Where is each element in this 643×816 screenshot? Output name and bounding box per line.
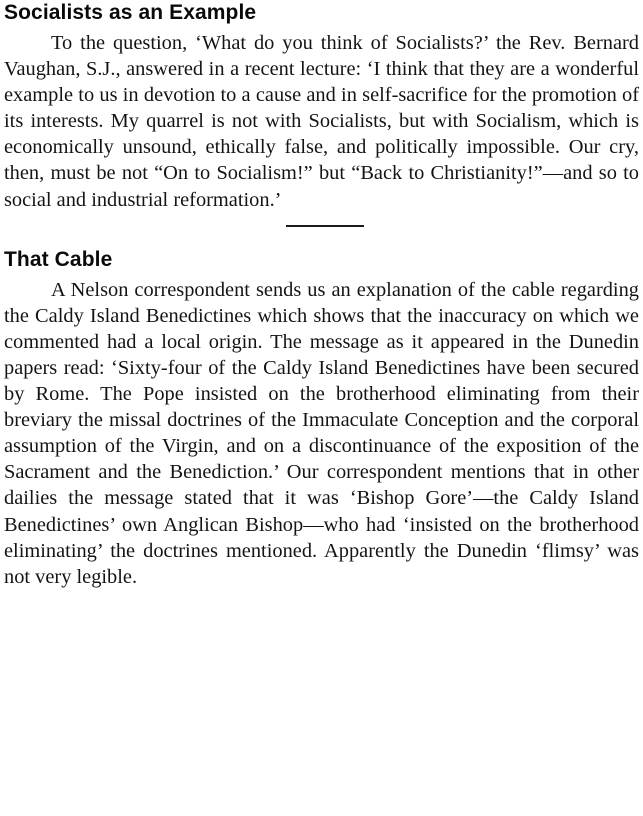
article-body: A Nelson correspondent sends us an explanation of the cable regarding the Caldy Island Benedictines which shows that the inaccuracy on which we commented had a local origin. The message as it appeared in the Dunedin papers read: ‘Sixty-four of the Caldy Island Benedictines have been secured by Rome. The Pope insisted on the brotherhood eliminating from their breviary the missal doctrines of the Immaculate Conception and the corporal assumption of the Virgin, and on a discontinuance of the exposition of the Sacrament and the Benediction.’ Our correspondent mentions that in other dailies the message stated that it was ‘Bishop Gore’—the Caldy Island Benedictines’ own Anglican Bishop—who had ‘insisted on the brotherhood eliminating’ the doctrines mentioned. Apparently the Dunedin ‘flimsy’ was not very legible. — [4, 278, 639, 588]
article-cable — [4, 247, 639, 590]
divider-rule — [286, 225, 364, 227]
article-body: To the question, ‘What do you think of Socialists?’ the Rev. Bernard Vaughan, S.J., answered in a recent lecture: ‘I think that they are a wonderful example to us in devotion to a cause and in self-sacrifice for the promotion of its interests. My quarrel is not with Socialists, but with Socialism, which is economically unsound, ethically false, and politically impossible. Our cry, then, must be not “On to Socialism!” but “Back to Christianity!”—and so to social and industrial reformation.’ — [4, 32, 639, 211]
article-heading: That Cable — [4, 247, 113, 271]
article-socialists — [4, 0, 639, 213]
article-heading: Socialists as an Example — [4, 1, 257, 24]
section-divider — [4, 213, 639, 239]
